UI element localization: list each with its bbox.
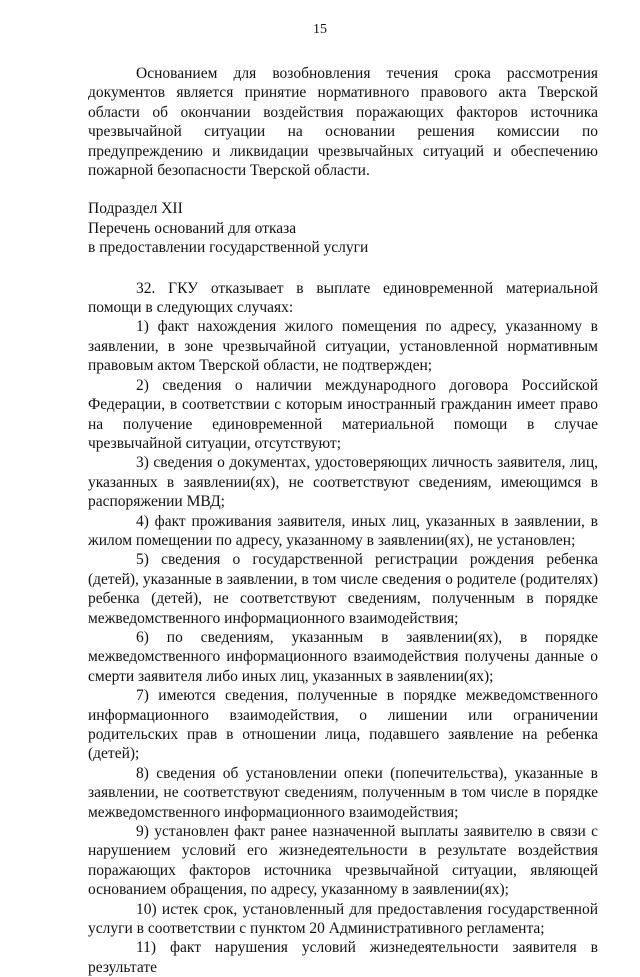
list-item-8: 8) сведения об установлении опеки (попечительства), указанные в заявлении, не соответствуют сведениям, полученным в том числе в порядке межведомственного информационного взаимодействия;	[88, 764, 598, 821]
list-item-1: 1) факт нахождения жилого помещения по адресу, указанному в заявлении, в зоне чрезвычайной ситуации, установленной нормативным правовым актом Тверской области, не подтвержден;	[88, 318, 598, 375]
list-item-10: 10) истек срок, установленный для предоставления государственной услуги в соответствии с пунктом 20 Административного регламента;	[88, 900, 598, 938]
list-item-4: 4) факт проживания заявителя, иных лиц, указанных в заявлении, в жилом помещении по адресу, указанному в заявлении(ях), не установлен;	[88, 512, 598, 549]
section-heading	[88, 199, 598, 257]
list-item-5: 5) сведения о государственной регистрации рождения ребенка (детей), указанные в заявлении, в том числе сведения о родителе (родителях) ребенка (детей), не соответствуют сведениям, полученным в порядке межведомственного информационного взаимодействия;	[88, 551, 598, 627]
section-title-line-1: Перечень оснований для отказа	[88, 219, 297, 237]
page-number: 15	[313, 22, 327, 37]
document-body	[88, 64, 598, 977]
list-item-2: 2) сведения о наличии международного договора Российской Федерации, в соответствии с которым иностранный гражданин имеет право на получение единовременной материальной помощи в случае чрезвычайной ситуации, отсутствуют;	[88, 376, 598, 452]
intro-paragraph: Основанием для возобновления течения срока рассмотрения документов является принятие нормативного правового акта Тверской области об окончании воздействия поражающих факторов источника чрезвычайной ситуации на основании решения комиссии по предупреждению и ликвидации чрезвычайных ситуаций и обеспечению пожарной безопасности Тверской области.	[88, 65, 598, 180]
clause-32: 32. ГКУ отказывает в выплате единовременной материальной помощи в следующих случаях:	[88, 279, 598, 317]
list-item-3: 3) сведения о документах, удостоверяющих личность заявителя, лиц, указанных в заявлении(ях), не соответствуют сведениям, имеющимся в распоряжении МВД;	[88, 454, 598, 511]
list-item-11: 11) факт нарушения условий жизнедеятельности заявителя в результате	[88, 939, 598, 976]
subsection-title: Подраздел XII	[88, 200, 183, 218]
list-item-9: 9) установлен факт ранее назначенной выплаты заявителю в связи с нарушением условий его жизнедеятельности в результате воздействия поражающих факторов источника чрезвычайной ситуации, являющей основанием обращения, по адресу, указанному в заявлении(ях);	[88, 823, 598, 899]
section-title-line-2: в предоставлении государственной услуги	[88, 239, 369, 257]
list-item-6: 6) по сведениям, указанным в заявлении(ях), в порядке межведомственного информационного взаимодействия получены данные о смерти заявителя либо иных лиц, указанных в заявлении(ях);	[88, 628, 598, 685]
list-item-7: 7) имеются сведения, полученные в порядке межведомственного информационного взаимодействия, о лишении или ограничении родительских прав в отношении лица, подавшего заявление на ребенка (детей);	[88, 687, 598, 763]
